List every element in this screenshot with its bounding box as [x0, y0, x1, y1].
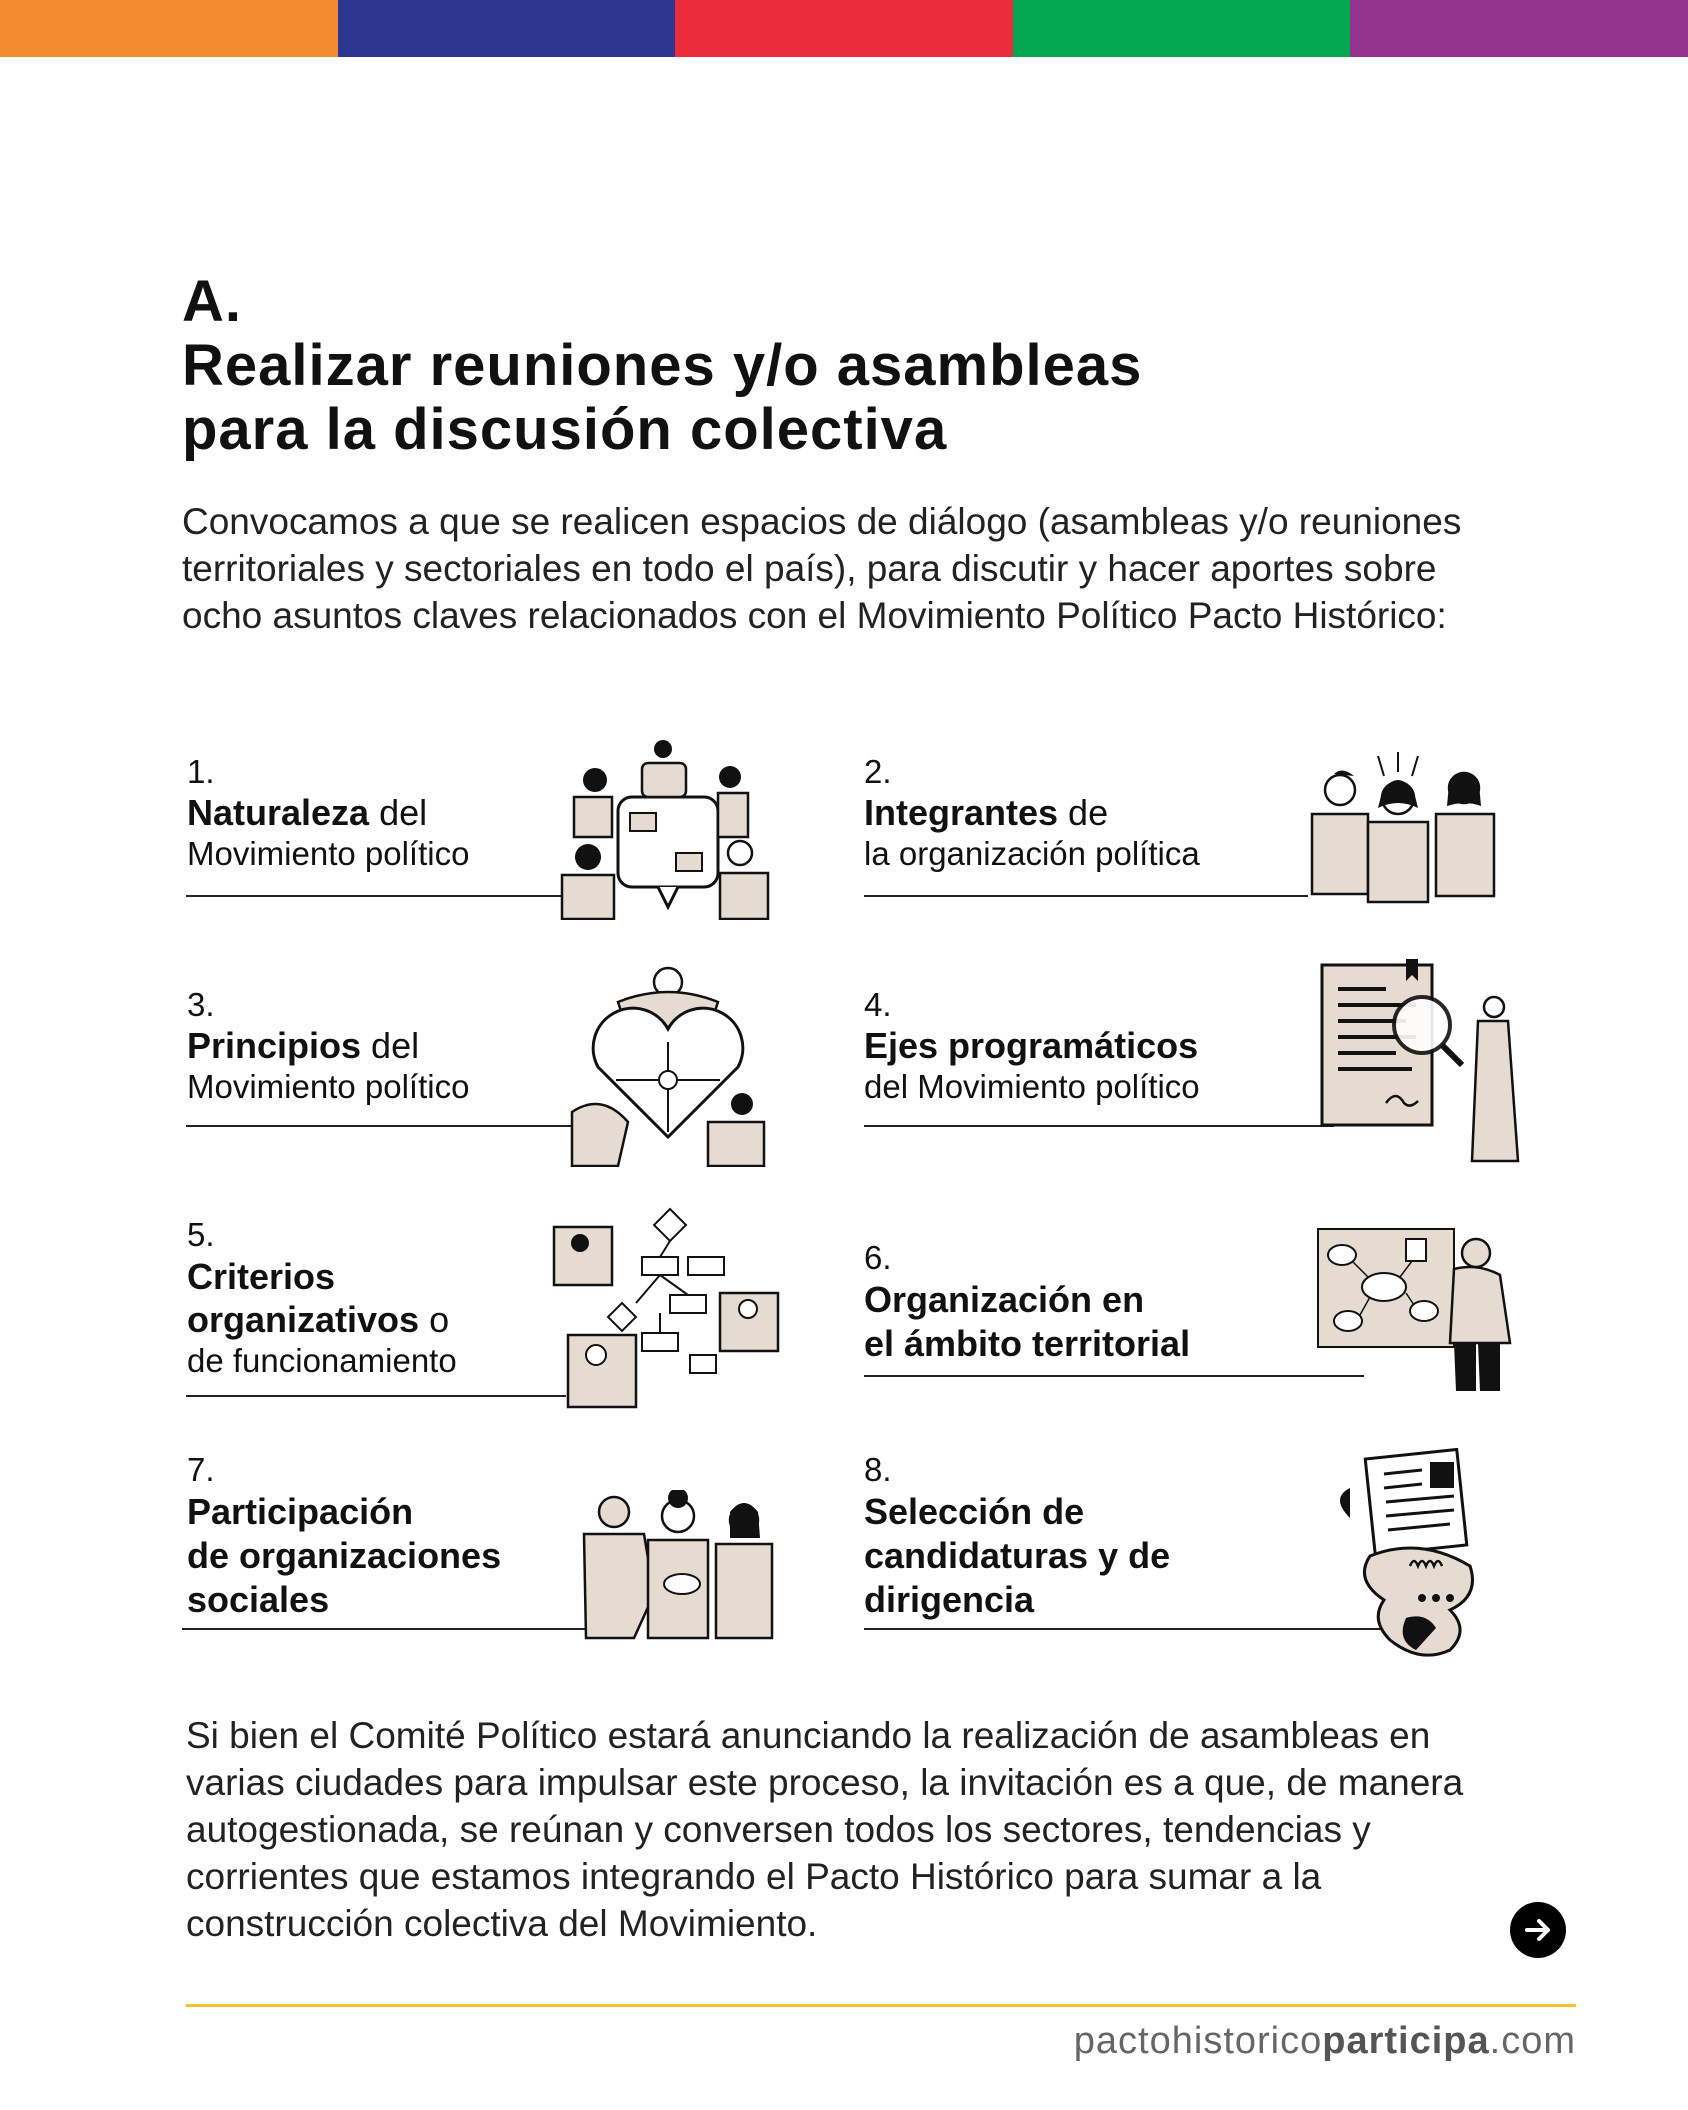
footer-divider: [186, 2004, 1576, 2007]
topic-number: 4.: [864, 986, 892, 1023]
topic-divider: [864, 1125, 1334, 1127]
topic-item-2: [864, 752, 1200, 874]
topic-title: [187, 1025, 469, 1067]
color-bar-red: [675, 0, 1013, 57]
color-bar-orange: [0, 0, 338, 57]
site-suffix: .com: [1489, 2020, 1576, 2062]
topic-title-2: el ámbito territorial: [864, 1323, 1191, 1364]
puzzle-heart-illustration: [568, 962, 768, 1167]
topic-title-2: [187, 1299, 457, 1341]
group-people-illustration: [1304, 748, 1512, 908]
topic-title-rest: del: [369, 792, 428, 833]
topic-item-1: [187, 752, 469, 874]
closing-paragraph: Si bien el Comité Político estará anunciando la realización de asambleas en varias ciudades para impulsar este proceso, la invitación es a que, de manera autogestionada, se reúnan y conversen todos los sectores, tendencias y corrientes que estamos integrando el Pacto Histórico para sumar a la construcción colectiva del Movimiento.: [186, 1715, 1464, 1944]
topic-bold: Ejes programáticos: [864, 1025, 1199, 1066]
topic-title: Organización en: [864, 1279, 1145, 1320]
topic-number: 5.: [187, 1216, 215, 1253]
topic-title-2: de organizaciones: [187, 1535, 502, 1576]
group-discussion-illustration: [558, 735, 778, 920]
topic-item-7: [187, 1450, 501, 1622]
document-magnifier-illustration: [1316, 955, 1528, 1175]
topic-title: [864, 1025, 1200, 1067]
topic-divider: [186, 1395, 566, 1397]
page-title: [182, 270, 1142, 462]
color-bar-blue: [338, 0, 676, 57]
topic-divider: [186, 895, 566, 897]
topic-title-2: candidaturas y de: [864, 1535, 1171, 1576]
topic-item-8: [864, 1450, 1170, 1622]
topic-subtitle: del Movimiento político: [864, 1068, 1200, 1105]
handshake-illustration: [574, 1490, 780, 1640]
whiteboard-illustration: [1314, 1225, 1520, 1395]
topic-title: [187, 792, 469, 834]
flowchart-illustration: [550, 1205, 782, 1410]
topic-item-6: [864, 1238, 1190, 1366]
topic-number: 8.: [864, 1451, 892, 1488]
topic-number: 1.: [187, 753, 215, 790]
topic-bold: Naturaleza: [187, 792, 370, 833]
topic-divider: [864, 1375, 1364, 1377]
topic-subtitle: de funcionamiento: [187, 1342, 457, 1379]
topic-title-rest: o: [419, 1299, 450, 1340]
topic-subtitle: Movimiento político: [187, 835, 470, 872]
topic-number: 3.: [187, 986, 215, 1023]
site-prefix: pactohistorico: [1073, 2020, 1323, 2062]
intro-paragraph: Convocamos a que se realicen espacios de diálogo (asambleas y/o reuniones territoriales y sectoriales en todo el país), para discutir y hacer aportes sobre ocho asuntos claves relacionados con el Movimiento Político Pacto Histórico:: [182, 501, 1462, 636]
topic-subtitle: la organización política: [864, 835, 1200, 872]
topic-title: Participación: [187, 1491, 414, 1532]
topic-number: 7.: [187, 1451, 215, 1488]
topic-title-rest: de: [1058, 792, 1109, 833]
topic-divider: [864, 1628, 1404, 1630]
color-bar-green: [1013, 0, 1351, 57]
topic-title-3: dirigencia: [864, 1579, 1035, 1620]
candidate-profile-illustration: [1330, 1448, 1500, 1660]
topic-item-3: [187, 985, 469, 1107]
topic-number: 6.: [864, 1239, 892, 1276]
next-page-button[interactable]: [1510, 1902, 1566, 1958]
topic-title: [864, 792, 1200, 834]
topic-item-4: [864, 985, 1200, 1107]
topic-divider: [182, 1628, 592, 1630]
section-letter: A.: [182, 269, 242, 334]
topic-bold: organizativos: [187, 1299, 420, 1340]
topic-divider: [864, 895, 1308, 897]
title-line-1: Realizar reuniones y/o asambleas: [182, 333, 1143, 398]
topic-number: 2.: [864, 753, 892, 790]
topic-item-5: [187, 1215, 457, 1381]
topic-bold: Integrantes: [864, 792, 1059, 833]
topic-title-3: sociales: [187, 1579, 330, 1620]
topic-title: Selección de: [864, 1491, 1085, 1532]
arrow-right-icon: [1522, 1914, 1554, 1946]
topic-title-rest: del: [361, 1025, 420, 1066]
topic-title: Criterios: [187, 1256, 336, 1297]
topic-subtitle: Movimiento político: [187, 1068, 470, 1105]
title-line-2: para la discusión colectiva: [182, 397, 948, 462]
topic-divider: [186, 1125, 582, 1127]
top-color-bar: [0, 0, 1688, 57]
color-bar-purple: [1350, 0, 1688, 57]
website-link[interactable]: [1074, 2020, 1576, 2063]
topic-bold: Principios: [187, 1025, 362, 1066]
site-bold: participa: [1322, 2020, 1490, 2062]
